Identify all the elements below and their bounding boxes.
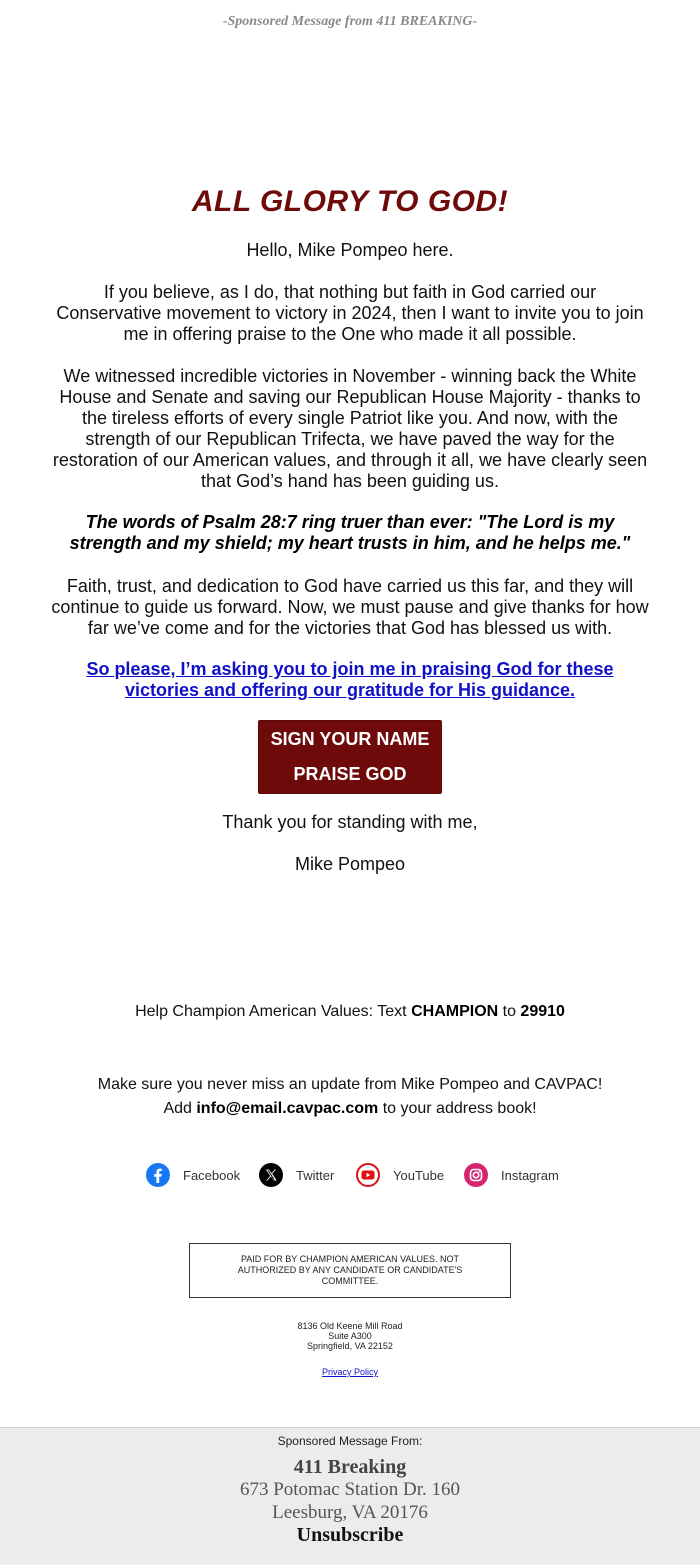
text-keyword: CHAMPION [411, 1003, 499, 1020]
address-book-line-1: Make sure you never miss an update from Mike Pompeo and CAVPAC! [97, 1076, 603, 1093]
paragraph-1: If you believe, as I do, that nothing but faith in God carried our Conservative movement to victory in 2024, then I want to invite you to join me in offering praise to the One who made it all possible. [56, 282, 644, 344]
address-book-notice [50, 1073, 650, 1121]
facebook-icon [146, 1163, 170, 1187]
paid-for-disclaimer: PAID FOR BY CHAMPION AMERICAN VALUES. NOT AUTHORIZED BY ANY CANDIDATE OR CANDIDATE'S COMMITTEE. [189, 1243, 511, 1298]
paragraph-3: Faith, trust, and dedication to God have carried us this far, and they will continue to guide us forward. Now, we must pause and give thanks for how far we’ve come and for the victories that God has blessed us with. [51, 576, 649, 638]
text-number: 29910 [520, 1003, 565, 1020]
closing-text: Thank you for standing with me, [222, 812, 478, 832]
headline: ALL GLORY TO GOD! [191, 185, 509, 218]
instagram-icon [464, 1163, 488, 1187]
postal-line-2: Suite A300 [328, 1331, 372, 1341]
postal-line-3: Springfield, VA 22152 [307, 1341, 393, 1351]
footer-label: Sponsored Message From: [277, 1434, 423, 1448]
sender-email: info@email.cavpac.com [196, 1100, 379, 1117]
psalm-quote: The words of Psalm 28:7 ring truer than ever: "The Lord is my strength and my shield; my heart trusts in him, and he helps me." [69, 512, 631, 553]
footer-city: Leesburg, VA 20176 [272, 1502, 428, 1523]
text-signup-line [50, 1003, 650, 1021]
sponsor-footer [0, 1427, 700, 1565]
footer-sponsor-name: 411 Breaking [293, 1456, 407, 1478]
twitter-label: Twitter [296, 1168, 335, 1183]
postal-address [0, 1321, 700, 1351]
facebook-label: Facebook [183, 1168, 241, 1183]
youtube-icon [356, 1163, 380, 1187]
address-book-suffix: to your address book! [378, 1100, 537, 1117]
sign-your-name-button[interactable] [258, 720, 442, 794]
youtube-label: YouTube [393, 1168, 445, 1183]
social-links [0, 1161, 700, 1191]
instagram-label: Instagram [501, 1168, 559, 1183]
button-line-2: PRAISE GOD [293, 764, 407, 784]
sponsor-note: -Sponsored Message from 411 BREAKING- [222, 14, 478, 29]
button-line-1: SIGN YOUR NAME [270, 729, 430, 749]
privacy-row [0, 1367, 700, 1377]
x-icon [259, 1163, 283, 1187]
address-book-line-2 [50, 1097, 650, 1121]
privacy-policy-link[interactable]: Privacy Policy [321, 1367, 378, 1377]
unsubscribe-link[interactable]: Unsubscribe [296, 1524, 404, 1546]
text-signup-middle: to [498, 1003, 521, 1020]
greeting: Hello, Mike Pompeo here. [246, 240, 454, 260]
footer-street: 673 Potomac Station Dr. 160 [239, 1479, 461, 1500]
address-book-prefix: Add [163, 1100, 197, 1117]
paragraph-2: We witnessed incredible victories in November - winning back the White House and Senate and saving our Republican House Majority - thanks to the tireless efforts of every single Patriot like you. And now, with the strength of our Republican Trifecta, we have paved the way for the restoration of our American values, and through it all, we have clearly seen that God’s hand has been guiding us. [52, 366, 648, 491]
text-signup-prefix: Help Champion American Values: Text [135, 1003, 412, 1020]
postal-line-1: 8136 Old Keene Mill Road [297, 1321, 403, 1331]
praise-god-link[interactable]: So please, I’m asking you to join me in praising God for these victories and offering our gratitude for His guidance. [86, 659, 614, 700]
signature: Mike Pompeo [294, 854, 406, 874]
